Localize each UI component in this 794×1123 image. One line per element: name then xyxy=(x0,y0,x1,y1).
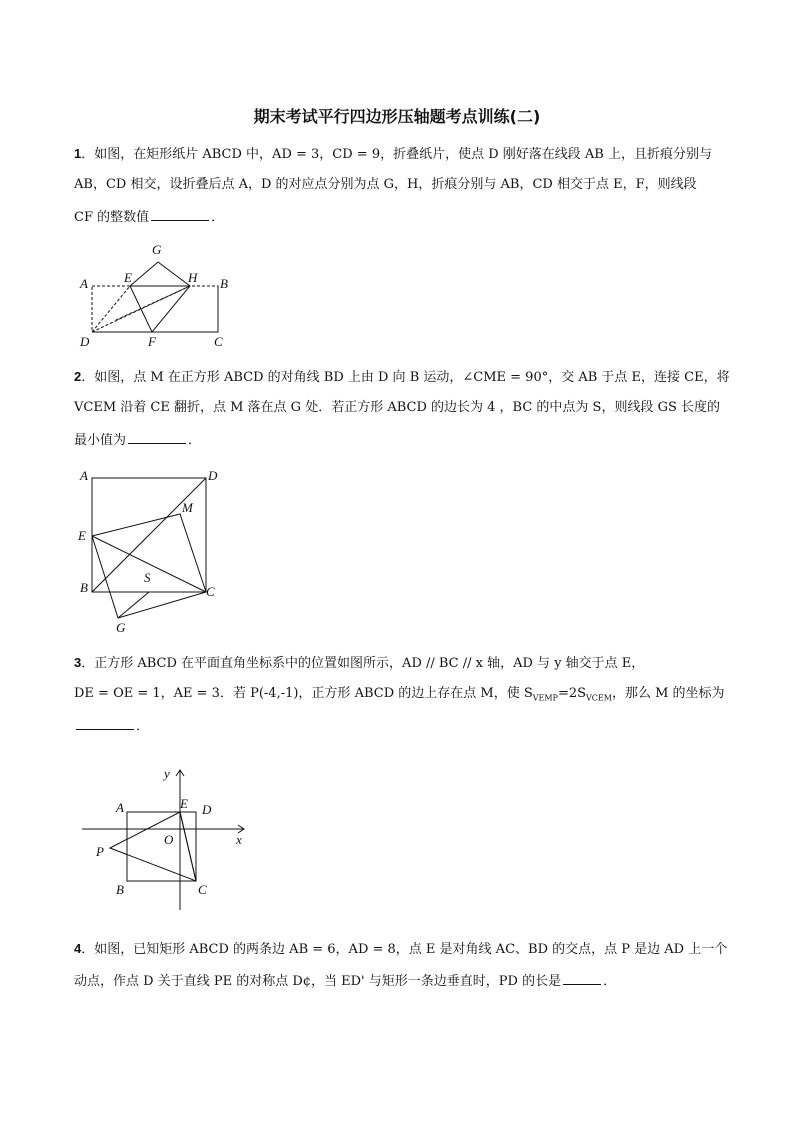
q4-answer-blank[interactable] xyxy=(563,972,601,985)
q2-label-S: S xyxy=(144,570,151,585)
q1-number: 1 xyxy=(74,146,82,161)
q1-line-2: AB，CD 相交，设折叠后点 A，D 的对应点分别为点 G，H，折痕分别与 AB，CD 相交于点 E，F，则线段 xyxy=(74,177,697,192)
q1-folded-part xyxy=(130,262,190,332)
q2-figure xyxy=(74,466,224,636)
q2-number: 2 xyxy=(74,369,82,384)
q4-line-1: 4．如图，已知矩形 ABCD 的两条边 AB = 6，AD = 8，点 E 是对角线 AC、BD 的交点，点 P 是边 AD 上一个 xyxy=(74,941,728,957)
q1-label-H: H xyxy=(188,270,198,285)
q2-line-1: 2．如图，点 M 在正方形 ABCD 的对角线 BD 上由 D 向 B 运动，∠CME = 90°，交 AB 于点 E，连接 CE，将 xyxy=(74,369,730,385)
q1-label-G: G xyxy=(152,242,162,257)
q3-segment-ec xyxy=(180,812,196,881)
q3-answer-blank[interactable] xyxy=(76,717,134,730)
q1-line-3: CF 的整数值 ． xyxy=(74,210,225,225)
q3-line-3: ． xyxy=(74,717,149,735)
q1-label-A: A xyxy=(80,276,88,291)
q3-square xyxy=(127,812,196,881)
q1-dash-de xyxy=(92,286,130,332)
q1-original-rect xyxy=(92,286,218,332)
q3-line-2: DE = OE = 1，AE = 3．若 P(-4,-1)，正方形 ABCD 的边上存在点 M，使 $S_{VEMP}=2S_{VCEM}$，那么 M 的坐标为 xyxy=(74,686,725,703)
q3-label-A: A xyxy=(116,800,124,815)
q2-label-C: C xyxy=(206,584,215,599)
q3-label-O: O xyxy=(164,832,174,847)
q4-line-2: 动点，作点 D 关于直线 PE 的对称点 D¢，当 ED' 与矩形一条边垂直时，PD 的长是 ． xyxy=(74,974,617,989)
q3-number: 3 xyxy=(74,655,82,670)
q3-label-B: B xyxy=(116,882,124,897)
page-title: 期末考试平行四边形压轴题考点训练(二) xyxy=(253,107,541,126)
q2-line-2: VCEM 沿着 CE 翻折，点 M 落在点 G 处．若正方形 ABCD 的边长为 4 ，BC 的中点为 S，则线段 GS 长度的 xyxy=(74,400,721,415)
q2-line-3: 最小值为 ． xyxy=(74,433,202,448)
q3-label-D: D xyxy=(202,802,212,817)
q2-label-E: E xyxy=(78,528,86,543)
q1-label-B: B xyxy=(220,276,228,291)
q2-label-G: G xyxy=(116,620,126,635)
q3-line-1: 3．正方形 ABCD 在平面直角坐标系中的位置如图所示，AD // BC // x 轴，AD 与 y 轴交于点 E， xyxy=(74,655,645,671)
q3-label-x: x xyxy=(236,832,242,847)
q3-label-E: E xyxy=(180,796,188,811)
q2-label-M: M xyxy=(182,500,193,515)
q3-label-y: y xyxy=(164,766,170,781)
q3-label-C: C xyxy=(198,882,207,897)
q1-label-E: E xyxy=(124,270,132,285)
q3-label-P: P xyxy=(96,844,104,859)
q1-rect-solid-edge xyxy=(152,286,218,332)
q3-triangle xyxy=(110,812,196,881)
q2-label-A: A xyxy=(80,468,88,483)
q1-figure xyxy=(70,238,250,348)
q1-answer-blank[interactable] xyxy=(151,208,209,221)
q3-figure xyxy=(80,764,260,914)
q1-label-F: F xyxy=(148,334,156,349)
q1-label-C: C xyxy=(214,334,223,349)
q1-label-D: D xyxy=(80,334,90,349)
q1-line-1: 1．如图，在矩形纸片 ABCD 中，AD = 3，CD = 9，折叠纸片，使点 D 刚好落在线段 AB 上，且折痕分别与 xyxy=(74,146,712,162)
q2-answer-blank[interactable] xyxy=(128,431,186,444)
q4-number: 4 xyxy=(74,941,82,956)
q2-label-D: D xyxy=(208,468,218,483)
q2-segment-gs xyxy=(118,592,149,618)
q2-label-B: B xyxy=(80,580,88,595)
